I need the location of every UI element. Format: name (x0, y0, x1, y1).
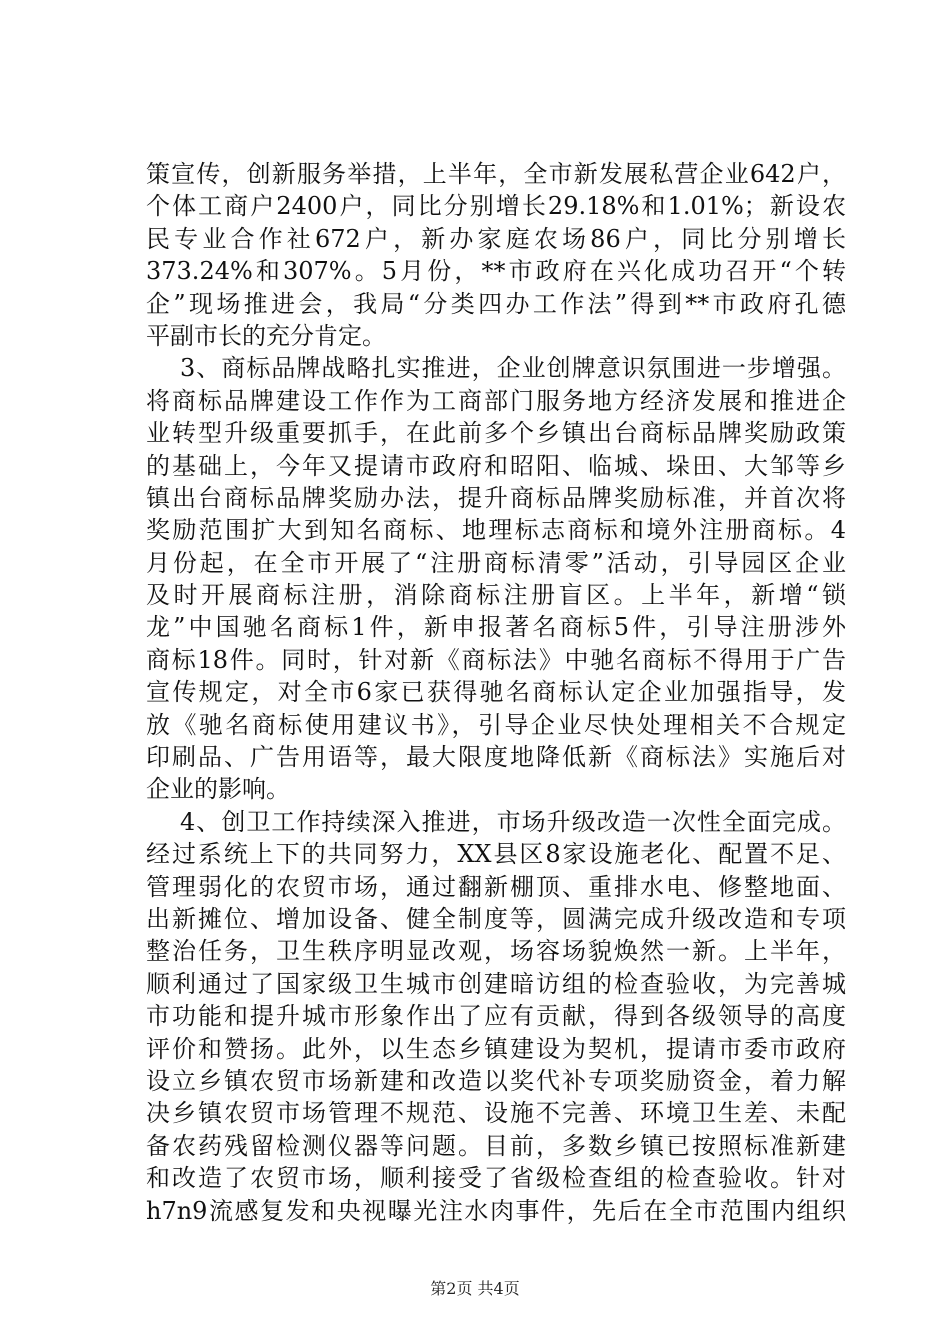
text-line: 将商标品牌建设工作作为工商部门服务地方经济发展和推进企 (146, 386, 846, 415)
text-line: 企”现场推进会，我局“分类四办工作法”得到**市政府孔德 (146, 289, 846, 318)
text-line: 商标18件。同时，针对新《商标法》中驰名商标不得用于广告 (146, 645, 846, 674)
text-line: 平副市长的充分肯定。 (146, 321, 386, 350)
section-heading-line: 4、创卫工作持续深入推进，市场升级改造一次性全面完成。 (180, 807, 846, 836)
text-line: 评价和赞扬。此外，以生态乡镇建设为契机，提请市委市政府 (146, 1034, 846, 1063)
text-line: 顺利通过了国家级卫生城市创建暗访组的检查验收，为完善城 (146, 969, 846, 998)
text-line: 镇出台商标品牌奖励办法，提升商标品牌奖励标准，并首次将 (146, 483, 846, 512)
text-line: 民专业合作社672户，新办家庭农场86户，同比分别增长 (146, 224, 846, 253)
text-line: 经过系统上下的共同努力，XX县区8家设施老化、配置不足、 (146, 840, 846, 869)
text-line: 备农药残留检测仪器等问题。目前，多数乡镇已按照标准新建 (146, 1131, 846, 1160)
text-line: 业转型升级重要抓手，在此前多个乡镇出台商标品牌奖励政策 (146, 419, 846, 448)
page-footer: 第2页 共4页 (430, 1279, 520, 1298)
text-line: 整治任务，卫生秩序明显改观，场容场貌焕然一新。上半年， (146, 937, 846, 966)
text-line: 的基础上，今年又提请市政府和昭阳、临城、垛田、大邹等乡 (146, 451, 846, 480)
text-line: 及时开展商标注册，消除商标注册盲区。上半年，新增“锁 (146, 581, 846, 610)
text-line: 企业的影响。 (146, 775, 290, 804)
text-line: 决乡镇农贸市场管理不规范、设施不完善、环境卫生差、未配 (146, 1099, 846, 1128)
text-line: 和改造了农贸市场，顺利接受了省级检查组的检查验收。针对 (146, 1164, 846, 1193)
text-line: 市功能和提升城市形象作出了应有贡献，得到各级领导的高度 (146, 1002, 846, 1031)
text-line: 出新摊位、增加设备、健全制度等，圆满完成升级改造和专项 (146, 904, 846, 933)
text-line: 策宣传，创新服务举措，上半年，全市新发展私营企业642户， (146, 160, 846, 188)
text-line: 月份起，在全市开展了“注册商标清零”活动，引导园区企业 (146, 548, 846, 577)
text-line: 奖励范围扩大到知名商标、地理标志商标和境外注册商标。4 (146, 516, 846, 545)
text-line: 放《驰名商标使用建议书》，引导企业尽快处理相关不合规定 (146, 710, 846, 739)
text-line: 设立乡镇农贸市场新建和改造以奖代补专项奖励资金，着力解 (146, 1066, 846, 1095)
text-line: 龙”中国驰名商标1件，新申报著名商标5件，引导注册涉外 (146, 613, 846, 642)
text-line: 印刷品、广告用语等，最大限度地降低新《商标法》实施后对 (146, 743, 846, 772)
text-line: 373.24%和307%。5月份，**市政府在兴化成功召开“个转 (146, 257, 846, 286)
text-line: 管理弱化的农贸市场，通过翻新棚顶、重排水电、修整地面、 (146, 872, 846, 901)
text-line: h7n9流感复发和央视曝光注水肉事件，先后在全市范围内组织 (146, 1196, 846, 1225)
body-text (146, 158, 846, 1227)
text-line: 宣传规定，对全市6家已获得驰名商标认定企业加强指导，发 (146, 678, 846, 707)
section-heading-line: 3、商标品牌战略扎实推进，企业创牌意识氛围进一步增强。 (180, 354, 846, 383)
text-line: 个体工商户2400户，同比分别增长29.18%和1.01%；新设农 (146, 192, 846, 221)
